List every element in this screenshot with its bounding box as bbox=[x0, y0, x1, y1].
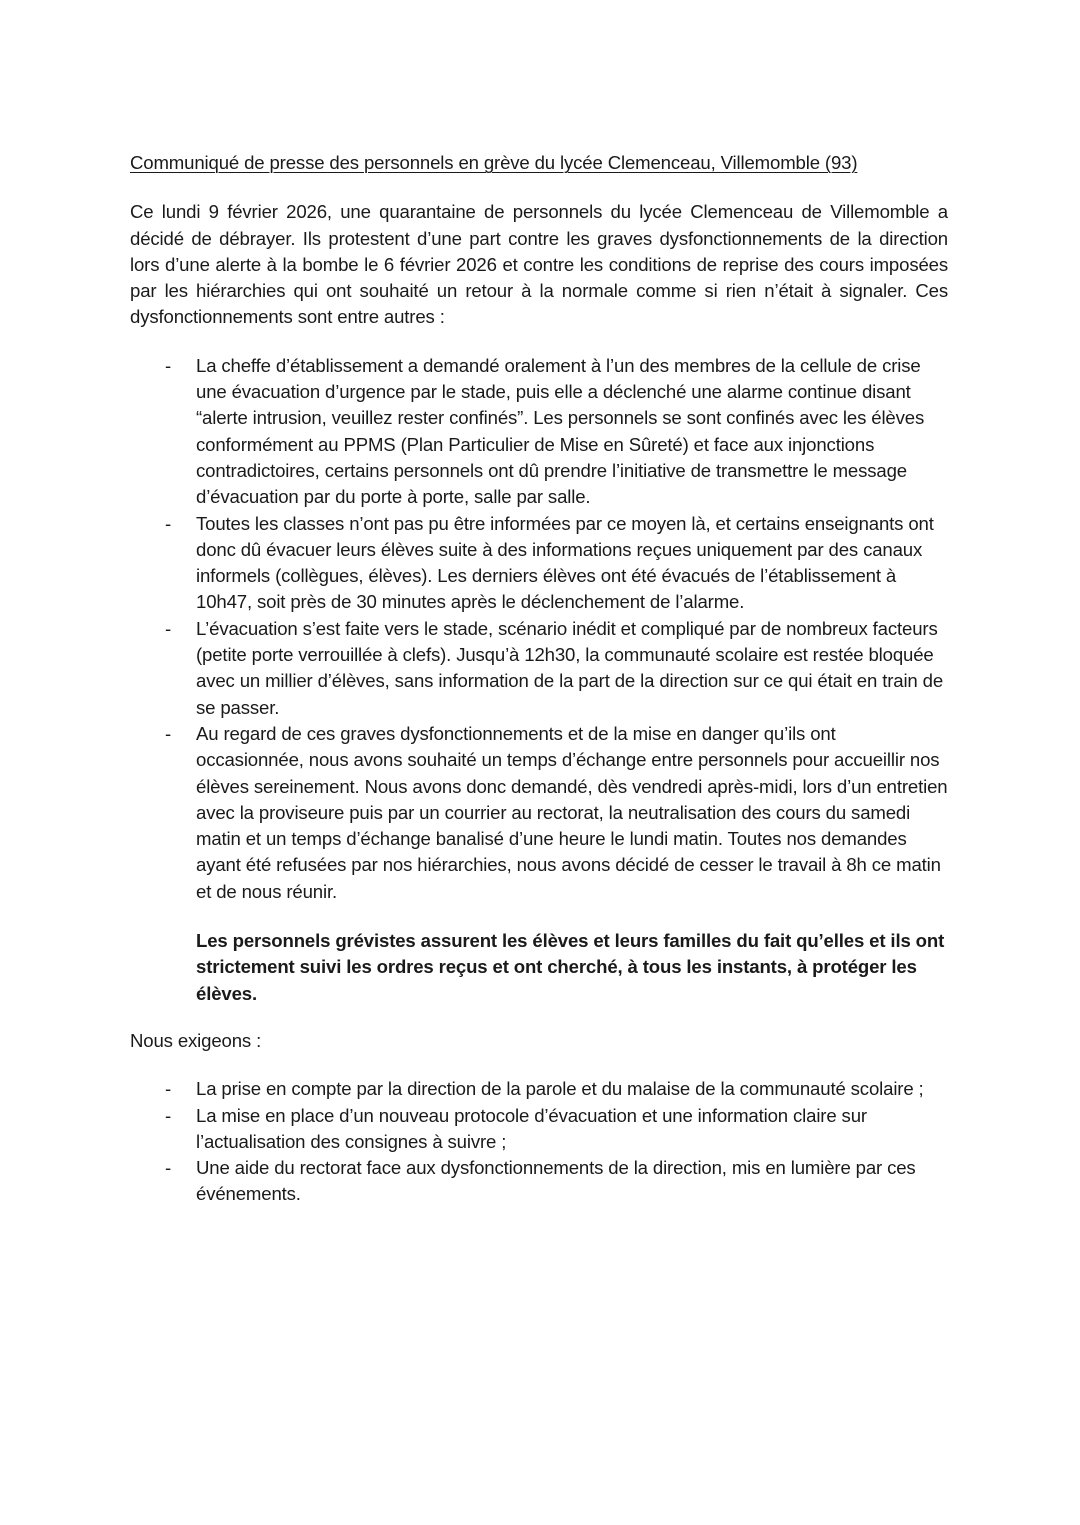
dash-bullet: - bbox=[165, 1157, 172, 1179]
demands-list bbox=[130, 1076, 948, 1207]
dash-bullet: - bbox=[165, 1078, 172, 1100]
list-item-text: La mise en place d’un nouveau protocole d’évacuation et une information claire sur l’actualisation des consignes à suivre ; bbox=[196, 1104, 867, 1152]
intro-paragraph: Ce lundi 9 février 2026, une quarantaine de personnels du lycée Clemenceau de Villemomble a décidé de débrayer. Ils protestent d’une part contre les graves dysfonctionnements de la direction lors d’une alerte à la bombe le 6 février 2026 et contre les conditions de reprise des cours imposées par les hiérarchies qui ont souhaité un retour à la normale comme si rien n’était à signaler. Ces dysfonctionnements sont entre autres : bbox=[130, 201, 948, 328]
list-item-text: Une aide du rectorat face aux dysfonctionnements de la direction, mis en lumière par ces événements. bbox=[196, 1157, 916, 1205]
dash-bullet: - bbox=[165, 512, 172, 534]
press-release-page bbox=[130, 150, 948, 1208]
list-item-text: La prise en compte par la direction de la parole et du malaise de la communauté scolaire ; bbox=[196, 1078, 924, 1100]
demands-heading: Nous exigeons : bbox=[130, 1029, 262, 1051]
list-item bbox=[165, 1103, 948, 1156]
dash-bullet: - bbox=[165, 617, 172, 639]
bold-statement: Les personnels grévistes assurent les élèves et leurs familles du fait qu’elles et ils ont strictement suivi les ordres reçus et ont cherché, à tous les instants, à protéger les élèves. bbox=[196, 930, 945, 1004]
list-item bbox=[165, 721, 948, 905]
dash-bullet: - bbox=[165, 722, 172, 744]
dash-bullet: - bbox=[165, 354, 172, 376]
list-item-text: Toutes les classes n’ont pas pu être informées par ce moyen là, et certains enseignants ont donc dû évacuer leurs élèves suite à des informations reçues uniquement par des canaux informels (collègues, élèves). Les derniers élèves ont été évacués de l’établissement à 10h47, soit près de 30 minutes après le déclenchement de l’alarme. bbox=[196, 512, 934, 613]
list-item-text: La cheffe d’établissement a demandé oralement à l’un des membres de la cellule de crise une évacuation d’urgence par le stade, puis elle a déclenché une alarme continue disant “alerte intrusion, veuillez rester confinés”. Les personnels se sont confinés avec les élèves conformément au PPMS (Plan Particulier de Mise en Sûreté) et face aux injonctions contradictoires, certains personnels ont dû prendre l’initiative de transmettre le message d’évacuation par du porte à porte, salle par salle. bbox=[196, 354, 925, 508]
list-item bbox=[165, 353, 948, 511]
document-title: Communiqué de presse des personnels en grève du lycée Clemenceau, Villemomble (93) bbox=[130, 152, 858, 173]
list-item bbox=[165, 616, 948, 721]
list-item bbox=[165, 511, 948, 616]
list-item bbox=[165, 1076, 948, 1102]
dysfunctions-list bbox=[130, 353, 948, 905]
list-item bbox=[165, 1155, 948, 1208]
list-item-text: Au regard de ces graves dysfonctionnements et de la mise en danger qu’ils ont occasionnée, nous avons souhaité un temps d’échange entre personnels pour accueillir nos élèves sereinement. Nous avons donc demandé, dès vendredi après-midi, lors d’un entretien avec la proviseure puis par un courrier au rectorat, la neutralisation des cours du samedi matin et un temps d’échange banalisé d’une heure le lundi matin. Toutes nos demandes ayant été refusées par nos hiérarchies, nous avons décidé de cesser le travail à 8h ce matin et de nous réunir. bbox=[196, 722, 948, 902]
dash-bullet: - bbox=[165, 1104, 172, 1126]
list-item-text: L’évacuation s’est faite vers le stade, scénario inédit et compliqué par de nombreux facteurs (petite porte verrouillée à clefs). Jusqu’à 12h30, la communauté scolaire est restée bloquée avec un millier d’élèves, sans information de la part de la direction sur ce qui était en train de se passer. bbox=[196, 617, 944, 718]
